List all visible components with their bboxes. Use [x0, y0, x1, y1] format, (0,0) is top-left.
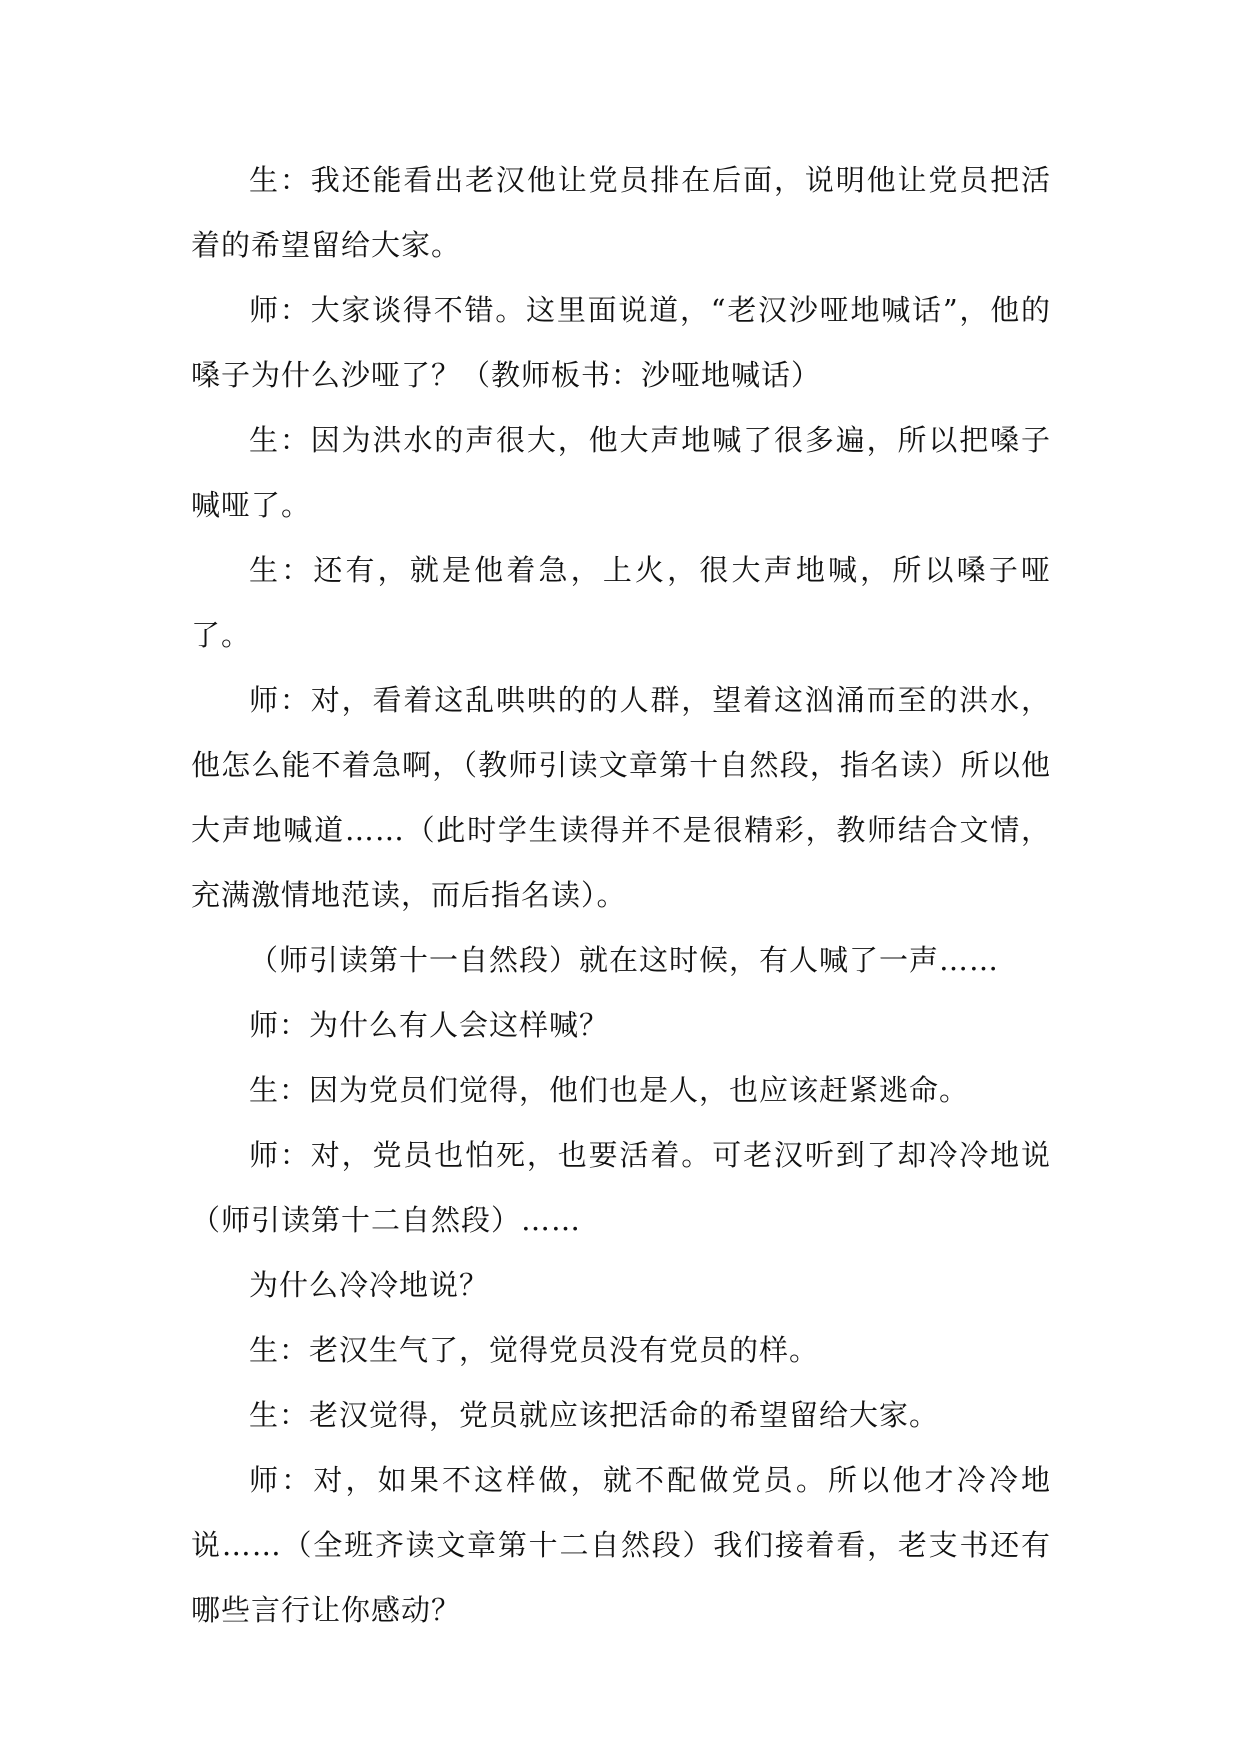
paragraph-teacher-4: 师：对，党员也怕死，也要活着。可老汉听到了却冷冷地说（师引读第十二自然段）…… — [191, 1138, 1051, 1237]
paragraph-teacher-question: 为什么冷冷地说？ — [249, 1268, 490, 1302]
paragraph-teacher-1: 师：大家谈得不错。这里面说道，“老汉沙哑地喊话”，他的嗓子为什么沙哑了？（教师板书：沙哑地喊话） — [191, 293, 1051, 392]
paragraph-student-6: 生：老汉觉得，党员就应该把活命的希望留给大家。 — [249, 1398, 940, 1432]
paragraph-teacher-5: 师：对，如果不这样做，就不配做党员。所以他才冷冷地说……（全班齐读文章第十二自然段）我们接着看，老支书还有哪些言行让你感动？ — [191, 1463, 1051, 1627]
paragraph-student-1: 生：我还能看出老汉他让党员排在后面，说明他让党员把活着的希望留给大家。 — [191, 163, 1051, 262]
paragraph-student-4: 生：因为党员们觉得，他们也是人，也应该赶紧逃命。 — [249, 1073, 970, 1107]
paragraph-student-3: 生：还有，就是他着急，上火，很大声地喊，所以嗓子哑了。 — [191, 553, 1051, 652]
document-body — [191, 148, 1051, 1643]
paragraph-student-5: 生：老汉生气了，觉得党员没有党员的样。 — [249, 1333, 820, 1367]
paragraph-teacher-3: 师：为什么有人会这样喊？ — [249, 1008, 610, 1042]
paragraph-student-2: 生：因为洪水的声很大，他大声地喊了很多遍，所以把嗓子喊哑了。 — [191, 423, 1051, 522]
paragraph-teacher-reading: （师引读第十一自然段）就在这时候，有人喊了一声…… — [249, 943, 1000, 977]
paragraph-teacher-2: 师：对，看着这乱哄哄的的人群，望着这汹涌而至的洪水，他怎么能不着急啊，（教师引读文章第十自然段，指名读）所以他大声地喊道……（此时学生读得并不是很精彩，教师结合文情，充满激情地范读，而后指名读）。 — [191, 683, 1051, 912]
